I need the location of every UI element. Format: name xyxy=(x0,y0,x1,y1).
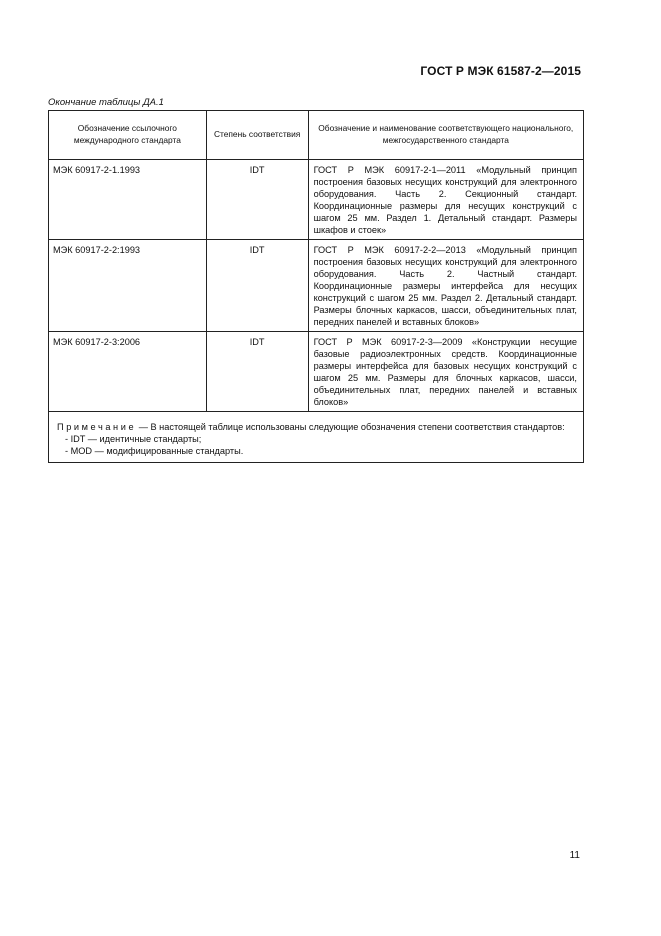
note-label: Примечание xyxy=(57,422,137,432)
cell-national-standard: ГОСТ Р МЭК 60917-2-1—2011 «Модульный принцип построения базовых несущих конструкций для электронного оборудования. Часть 2. Секционный стандарт. Координационные размеры для несущих конструкций с шагом 25 мм. Раздел 1. Детальный стандарт. Размеры шкафов и стоек» xyxy=(308,160,583,240)
note-text: — В настоящей таблице использованы следующие обозначения степени соответствия стандартов: xyxy=(138,422,565,432)
table-note xyxy=(49,412,584,463)
table-row xyxy=(49,240,584,332)
page-number: 11 xyxy=(569,850,580,861)
column-header-reference-standard: Обозначение ссылочного международного стандарта xyxy=(49,111,207,160)
cell-reference-standard: МЭК 60917-2-2:1993 xyxy=(49,240,207,332)
cell-reference-standard: МЭК 60917-2-1.1993 xyxy=(49,160,207,240)
cell-degree: IDT xyxy=(206,160,308,240)
table-note-row xyxy=(49,412,584,463)
note-text-block xyxy=(57,421,577,433)
table-row xyxy=(49,160,584,240)
table-caption: Окончание таблицы ДА.1 xyxy=(48,97,164,108)
table-header-row xyxy=(49,111,584,160)
cell-degree: IDT xyxy=(206,240,308,332)
note-list-item: - MOD — модифицированные стандарты. xyxy=(65,446,244,456)
column-header-national-standard: Обозначение и наименование соответствующего национального, межгосударственного стандарта xyxy=(308,111,583,160)
standards-correspondence-table xyxy=(48,110,584,463)
note-list-item: - IDT — идентичные стандарты; xyxy=(65,434,202,444)
note-list xyxy=(57,433,577,457)
cell-degree: IDT xyxy=(206,332,308,412)
document-code-header: ГОСТ Р МЭК 61587-2—2015 xyxy=(420,64,581,78)
column-header-degree: Степень соответствия xyxy=(206,111,308,160)
table-row xyxy=(49,332,584,412)
cell-national-standard: ГОСТ Р МЭК 60917-2-2—2013 «Модульный принцип построения базовых несущих конструкций для электронного оборудования. Часть 2. Частный стандарт. Координационные размеры интерфейса для несущих конструкций с шагом 25 мм. Раздел 2. Детальный стандарт. Размеры блочных каркасов, шасси, объединительных плат, передних панелей и вставных блоков» xyxy=(308,240,583,332)
cell-national-standard: ГОСТ Р МЭК 60917-2-3—2009 «Конструкции несущие базовые радиоэлектронных средств. Координационные размеры интерфейса для базовых несущих конструкций с шагом 25 мм. Размеры для блочных каркасов, шасси, объединительных плат, передних панелей и вставных блоков» xyxy=(308,332,583,412)
cell-reference-standard: МЭК 60917-2-3:2006 xyxy=(49,332,207,412)
